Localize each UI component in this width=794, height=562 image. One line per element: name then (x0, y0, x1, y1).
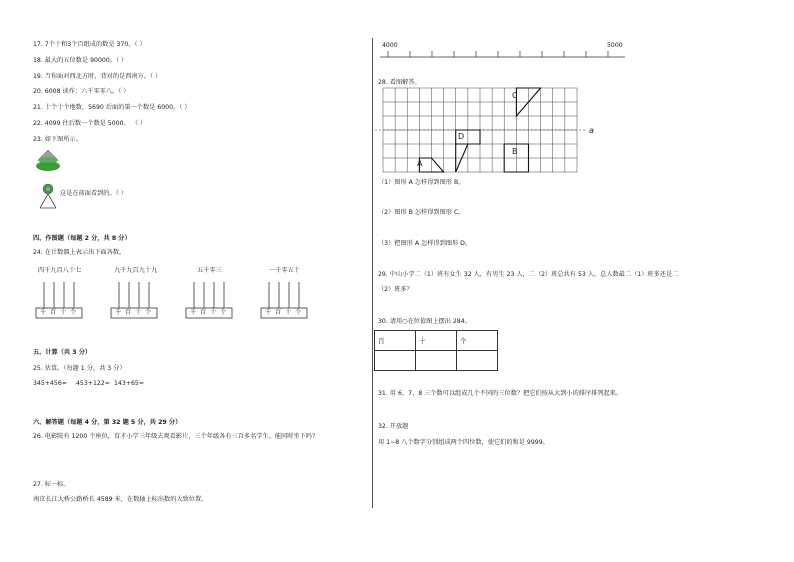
question-20: 20. 6008 读作：六千零零八。（ ） (33, 88, 130, 95)
pv-cell-ones[interactable] (457, 351, 498, 371)
question-31: 31. 用 6、7、8 三个数可以组成几个不同的三位数？把它们按从大到小的排序排列起来。 (378, 390, 623, 397)
estimate-a: 345+456≈ (33, 380, 67, 387)
estimate-b: 453+122≈ (76, 380, 110, 387)
question-32: 32. 开放题 (378, 423, 409, 430)
abacus-label-hundreds: 百 (50, 309, 57, 316)
abacus-title: 九千九百九十九 (114, 267, 158, 274)
column-divider (372, 38, 373, 508)
question-29-cont: （2）班多？ (378, 286, 413, 293)
shape-b-label: B (512, 147, 518, 156)
question-17: 17. 7个十和3个百组成的数是 370。（ ） (33, 41, 146, 48)
question-28-2: （2）图形 B 怎样得到图形 C。 (378, 209, 465, 216)
shape-a-label: A (417, 159, 423, 168)
grid-figure (383, 88, 598, 178)
abacus-label-ones: 个 (145, 309, 152, 316)
numberline-start-label: 4000 (382, 42, 398, 49)
number-line (380, 48, 630, 62)
abacus-label-tens: 十 (210, 309, 217, 316)
abacus-label-ones: 个 (70, 309, 77, 316)
question-27-statement: 南京长江大桥公路桥长 4589 米，在数轴上标出数的大致位置。 (33, 496, 208, 503)
question-29: 29. 中山小学二（1）班有女生 32 人，有男生 23 人，二（2）班总共有 53 人，总人数最二（1）班多还是二 (378, 271, 679, 278)
pv-header-tens: 十 (416, 331, 457, 351)
pv-cell-tens[interactable] (416, 351, 457, 371)
abacus-label-ones: 个 (220, 309, 227, 316)
line-a-label: a (589, 126, 594, 135)
abacus-label-ones: 个 (295, 309, 302, 316)
numberline-end-label: 5000 (607, 42, 623, 49)
question-26: 26. 电影院有 1200 个座位，育才小学三年级去观看影片，三个年级各有三百多名学生。能同时坐下吗？ (33, 433, 319, 440)
estimate-c: 143+65≈ (114, 380, 145, 387)
question-28: 28. 看图解答。 (378, 79, 421, 86)
abacus-label-hundreds: 百 (125, 309, 132, 316)
question-18: 18. 最大的五位数是 90000。（ ） (33, 57, 128, 64)
abacus-label-tens: 十 (135, 309, 142, 316)
abacus-label-thousands: 千 (265, 309, 272, 316)
question-24: 24. 在计数器上表示出下面各数。 (33, 249, 126, 256)
question-28-3: （3）把图形 A 怎样得到图形 D。 (378, 240, 472, 247)
question-19: 19. 当你面对西北方时，背对的是西南方。（ ） (33, 73, 162, 80)
cone-top-view-figure (34, 146, 64, 212)
pv-header-ones: 个 (457, 331, 498, 351)
abacus-title: 四千九百八十七 (38, 267, 82, 274)
question-32-statement: 用 1~8 八个数字分别组成两个四位数，使它们的和是 9999。 (378, 439, 549, 446)
abacus-label-hundreds: 百 (200, 309, 207, 316)
abacus-label-thousands: 千 (190, 309, 197, 316)
pv-cell-hundreds[interactable] (375, 351, 416, 371)
abacus-label-thousands: 千 (40, 309, 47, 316)
abacus-label-tens: 十 (285, 309, 292, 316)
place-value-table (374, 330, 498, 371)
question-23: 23. 如下图所示。 (33, 136, 82, 143)
abacus-label-hundreds: 百 (275, 309, 282, 316)
shape-d-label: D (458, 132, 465, 141)
section-6-heading: 六、解答题（每题 4 分，第 32 题 5 分，共 29 分） (33, 419, 182, 426)
question-22: 22. 4099 往后数一个数是 5000。 （ ） (33, 120, 147, 127)
abacus-title: 五千零三 (197, 267, 222, 274)
abacus-label-thousands: 千 (115, 309, 122, 316)
question-21: 21. 十个十个地数，5690 后面的第一个数是 6000。（ ） (33, 104, 191, 111)
abacus-title: 一千零五十 (269, 267, 300, 274)
question-25: 25. 估算。（每题 1 分，共 3 分） (33, 365, 126, 372)
shape-c-label: C (512, 91, 518, 100)
question-27: 27. 标一标。 (33, 481, 70, 488)
pv-header-hundreds: 百 (375, 331, 416, 351)
question-23-statement: 这是在前面看到的。（ ） (60, 190, 127, 197)
question-28-1: （1）图形 A 怎样得到图形 B。 (378, 179, 465, 186)
section-5-heading: 五、计算（共 3 分） (33, 349, 92, 356)
abacus-label-tens: 十 (60, 309, 67, 316)
question-30: 30. 请用○在位值图上摆出 284。 (378, 318, 471, 325)
section-4-heading: 四、作图题（每题 2 分，共 8 分） (33, 235, 131, 242)
